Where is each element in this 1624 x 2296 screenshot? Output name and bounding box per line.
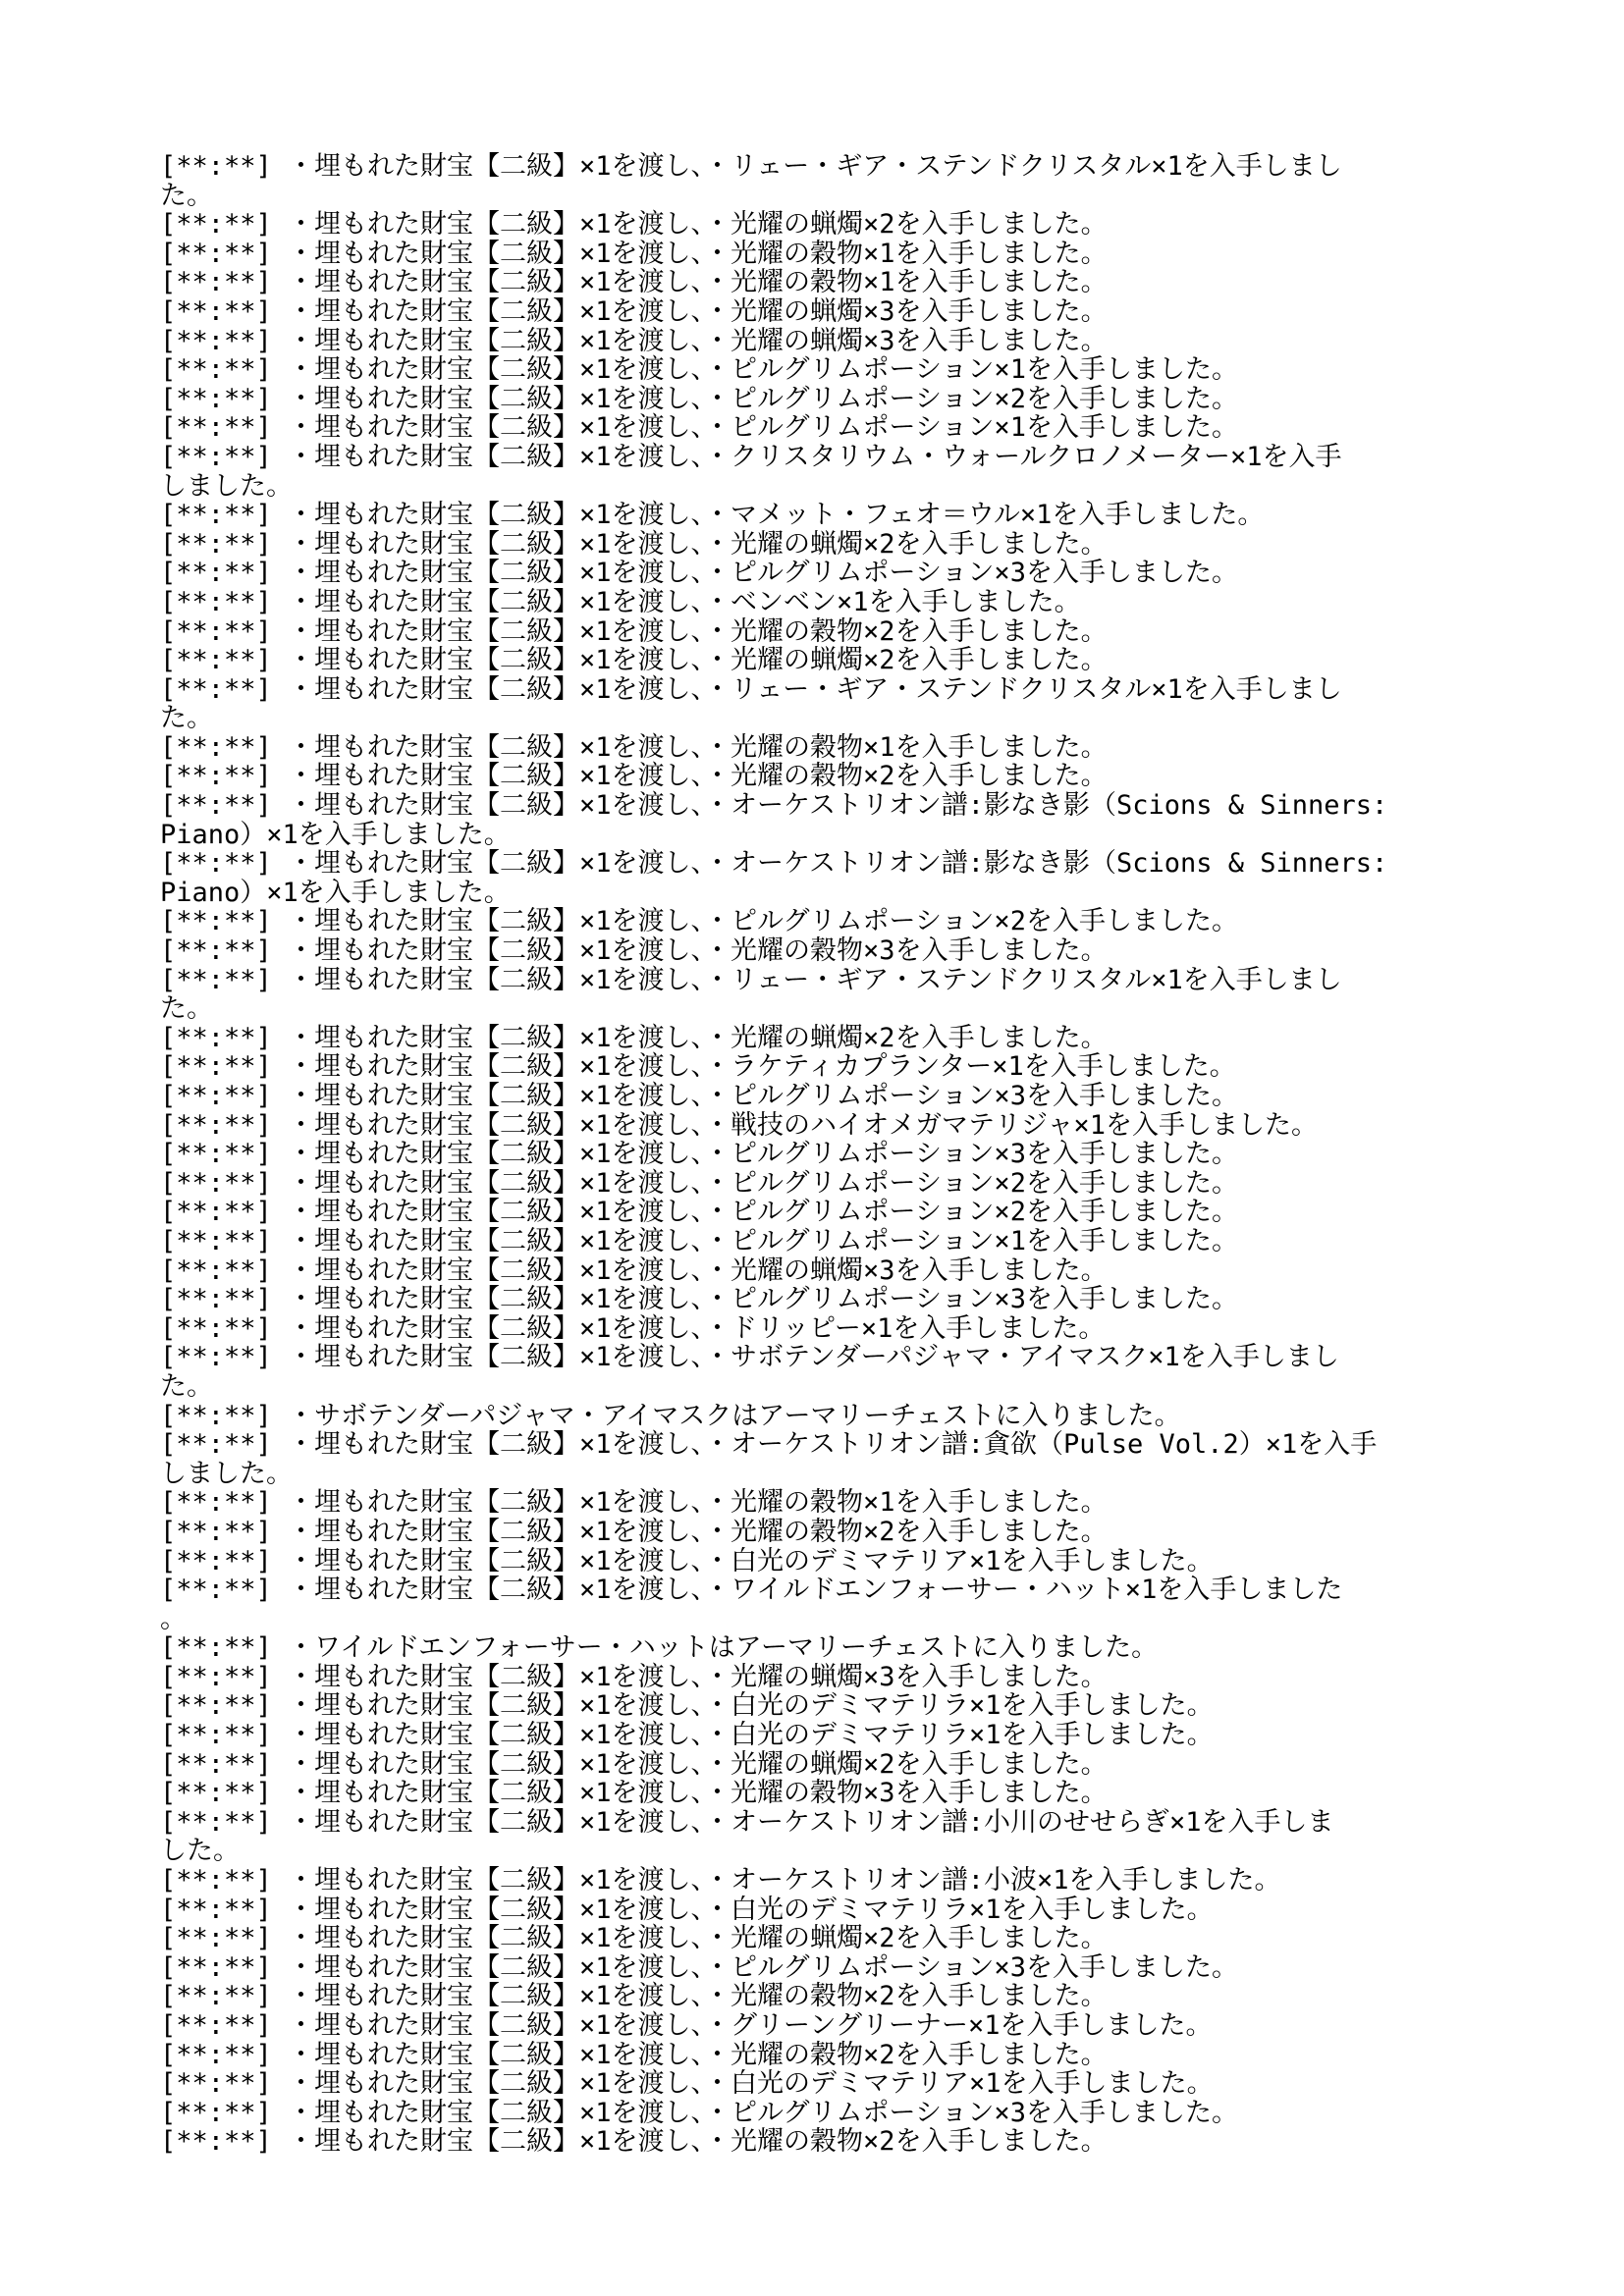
log-line: [**:**] ・埋もれた財宝【二級】×1を渡し、・ピルグリムポーション×2を入手しました。 bbox=[160, 1197, 1238, 1228]
log-line: [**:**] ・埋もれた財宝【二級】×1を渡し、・白光のデミマテリラ×1を入手しました。 bbox=[160, 1720, 1214, 1751]
log-line: [**:**] ・埋もれた財宝【二級】×1を渡し、・ラケティカプランター×1を入手しました。 bbox=[160, 1051, 1236, 1083]
log-line: [**:**] ・埋もれた財宝【二級】×1を渡し、・ピルグリムポーション×3を入手しました。 bbox=[160, 1284, 1238, 1315]
log-line: [**:**] ・埋もれた財宝【二級】×1を渡し、・光耀の穀物×3を入手しました。 bbox=[160, 935, 1108, 967]
log-line: [**:**] ・埋もれた財宝【二級】×1を渡し、・グリーングリーナー×1を入手しました。 bbox=[160, 2010, 1213, 2041]
log-line: [**:**] ・埋もれた財宝【二級】×1を渡し、・光耀の蝋燭×3を入手しました。 bbox=[160, 1255, 1108, 1286]
log-line: [**:**] ・埋もれた財宝【二級】×1を渡し、・光耀の穀物×1を入手しました。 bbox=[160, 267, 1108, 298]
log-line: [**:**] ・埋もれた財宝【二級】×1を渡し、・ドリッピー×1を入手しました。 bbox=[160, 1312, 1106, 1344]
log-line: [**:**] ・埋もれた財宝【二級】×1を渡し、・光耀の穀物×1を入手しました。 bbox=[160, 1487, 1108, 1519]
log-line: [**:**] ・埋もれた財宝【二級】×1を渡し、・光耀の蝋燭×3を入手しました。 bbox=[160, 295, 1108, 327]
log-line: た。 bbox=[160, 180, 213, 211]
document-page bbox=[160, 152, 1476, 2157]
log-line: [**:**] ・埋もれた財宝【二級】×1を渡し、・光耀の蝋燭×2を入手しました。 bbox=[160, 645, 1108, 676]
log-line: [**:**] ・埋もれた財宝【二級】×1を渡し、・光耀の蝋燭×2を入手しました。 bbox=[160, 209, 1108, 240]
log-line: [**:**] ・埋もれた財宝【二級】×1を渡し、・光耀の蝋燭×3を入手しました。 bbox=[160, 325, 1108, 356]
log-line: [**:**] ・埋もれた財宝【二級】×1を渡し、・白光のデミマテリラ×1を入手しました。 bbox=[160, 1690, 1214, 1722]
log-line: [**:**] ・埋もれた財宝【二級】×1を渡し、・ピルグリムポーション×3を入手しました。 bbox=[160, 2097, 1238, 2128]
log-line: [**:**] ・埋もれた財宝【二級】×1を渡し、・オーケストリオン譜:影なき影（Scions & Sinners: bbox=[160, 848, 1388, 880]
log-line: [**:**] ・埋もれた財宝【二級】×1を渡し、・ピルグリムポーション×2を入手しました。 bbox=[160, 383, 1238, 414]
log-line: [**:**] ・埋もれた財宝【二級】×1を渡し、・光耀の蝋燭×2を入手しました。 bbox=[160, 1748, 1108, 1780]
log-line: [**:**] ・埋もれた財宝【二級】×1を渡し、・オーケストリオン譜:貪欲（Pulse Vol.2）×1を入手 bbox=[160, 1429, 1378, 1461]
log-line: [**:**] ・埋もれた財宝【二級】×1を渡し、・光耀の穀物×3を入手しました。 bbox=[160, 1778, 1108, 1809]
log-line: [**:**] ・埋もれた財宝【二級】×1を渡し、・オーケストリオン譜:影なき影（Scions & Sinners: bbox=[160, 790, 1388, 822]
log-line: た。 bbox=[160, 1370, 213, 1402]
log-line: [**:**] ・埋もれた財宝【二級】×1を渡し、・ピルグリムポーション×3を入手しました。 bbox=[160, 1081, 1238, 1111]
log-line: [**:**] ・ワイルドエンフォーサー・ハットはアーマリーチェストに入りました。 bbox=[160, 1632, 1159, 1664]
log-line: [**:**] ・埋もれた財宝【二級】×1を渡し、・ワイルドエンフォーサー・ハット×1を入手しました bbox=[160, 1575, 1343, 1606]
log-line: [**:**] ・埋もれた財宝【二級】×1を渡し、・戦技のハイオメガマテリジャ×1を入手しました。 bbox=[160, 1109, 1318, 1141]
log-line: た。 bbox=[160, 703, 213, 734]
log-line: [**:**] ・埋もれた財宝【二級】×1を渡し、・サボテンダーパジャマ・アイマスク×1を入手しまし bbox=[160, 1342, 1339, 1373]
log-line: [**:**] ・埋もれた財宝【二級】×1を渡し、・リェー・ギア・ステンドクリスタル×1を入手しまし bbox=[160, 673, 1342, 705]
log-line: [**:**] ・埋もれた財宝【二級】×1を渡し、・光耀の蝋燭×2を入手しました。 bbox=[160, 1022, 1108, 1053]
log-line: した。 bbox=[160, 1836, 240, 1867]
log-line: [**:**] ・埋もれた財宝【二級】×1を渡し、・オーケストリオン譜:小川のせせらぎ×1を入手しま bbox=[160, 1806, 1334, 1838]
log-line: [**:**] ・埋もれた財宝【二級】×1を渡し、・光耀の蝋燭×3を入手しました。 bbox=[160, 1661, 1108, 1692]
log-line: た。 bbox=[160, 993, 213, 1025]
log-line: [**:**] ・サボテンダーパジャマ・アイマスクはアーマリーチェストに入りました。 bbox=[160, 1400, 1181, 1431]
chat-log bbox=[160, 152, 1476, 2157]
log-line: [**:**] ・埋もれた財宝【二級】×1を渡し、・光耀の穀物×2を入手しました。 bbox=[160, 615, 1108, 647]
log-line: [**:**] ・埋もれた財宝【二級】×1を渡し、・光耀の穀物×2を入手しました。 bbox=[160, 761, 1108, 792]
log-line: Piano）×1を入手しました。 bbox=[160, 819, 511, 850]
log-line: [**:**] ・埋もれた財宝【二級】×1を渡し、・マメット・フェオ＝ウル×1を入手しました。 bbox=[160, 500, 1265, 531]
log-line: [**:**] ・埋もれた財宝【二級】×1を渡し、・光耀の穀物×1を入手しました。 bbox=[160, 731, 1108, 763]
log-line: [**:**] ・埋もれた財宝【二級】×1を渡し、・リェー・ギア・ステンドクリスタル×1を入手しまし bbox=[160, 964, 1342, 995]
log-line: [**:**] ・埋もれた財宝【二級】×1を渡し、・白光のデミマテリア×1を入手しました。 bbox=[160, 2068, 1214, 2100]
log-line: [**:**] ・埋もれた財宝【二級】×1を渡し、・ピルグリムポーション×3を入手しました。 bbox=[160, 558, 1238, 589]
log-line: [**:**] ・埋もれた財宝【二級】×1を渡し、・光耀の穀物×1を入手しました。 bbox=[160, 238, 1108, 269]
log-line: [**:**] ・埋もれた財宝【二級】×1を渡し、・ピルグリムポーション×2を入手しました。 bbox=[160, 906, 1238, 937]
log-line: [**:**] ・埋もれた財宝【二級】×1を渡し、・光耀の穀物×2を入手しました。 bbox=[160, 1981, 1108, 2012]
log-line: [**:**] ・埋もれた財宝【二級】×1を渡し、・リェー・ギア・ステンドクリスタル×1を入手しまし bbox=[160, 151, 1342, 182]
log-line: [**:**] ・埋もれた財宝【二級】×1を渡し、・ピルグリムポーション×3を入手しました。 bbox=[160, 1139, 1238, 1170]
log-line: [**:**] ・埋もれた財宝【二級】×1を渡し、・オーケストリオン譜:小波×1を入手しました。 bbox=[160, 1865, 1281, 1896]
log-line: [**:**] ・埋もれた財宝【二級】×1を渡し、・白光のデミマテリア×1を入手しました。 bbox=[160, 1545, 1214, 1576]
log-line: [**:**] ・埋もれた財宝【二級】×1を渡し、・ピルグリムポーション×1を入手しました。 bbox=[160, 412, 1238, 444]
log-line: [**:**] ・埋もれた財宝【二級】×1を渡し、・ピルグリムポーション×2を入手しました。 bbox=[160, 1167, 1238, 1199]
log-line: [**:**] ・埋もれた財宝【二級】×1を渡し、・クリスタリウム・ウォールクロノメーター×1を入手 bbox=[160, 441, 1342, 472]
log-line: 。 bbox=[160, 1603, 187, 1634]
log-line: しました。 bbox=[160, 470, 293, 502]
log-line: [**:**] ・埋もれた財宝【二級】×1を渡し、・白光のデミマテリラ×1を入手しました。 bbox=[160, 1894, 1214, 1925]
log-line: [**:**] ・埋もれた財宝【二級】×1を渡し、・光耀の穀物×2を入手しました。 bbox=[160, 2039, 1108, 2070]
log-line: [**:**] ・埋もれた財宝【二級】×1を渡し、・ピルグリムポーション×3を入手しました。 bbox=[160, 1951, 1238, 1983]
log-line: [**:**] ・埋もれた財宝【二級】×1を渡し、・ピルグリムポーション×1を入手しました。 bbox=[160, 1225, 1238, 1256]
log-line: [**:**] ・埋もれた財宝【二級】×1を渡し、・光耀の蝋燭×2を入手しました。 bbox=[160, 1923, 1108, 1954]
log-line: [**:**] ・埋もれた財宝【二級】×1を渡し、・光耀の蝋燭×2を入手しました。 bbox=[160, 528, 1108, 560]
log-line: [**:**] ・埋もれた財宝【二級】×1を渡し、・光耀の穀物×2を入手しました。 bbox=[160, 2126, 1108, 2158]
log-line: [**:**] ・埋もれた財宝【二級】×1を渡し、・ベンベン×1を入手しました。 bbox=[160, 586, 1081, 617]
log-line: Piano）×1を入手しました。 bbox=[160, 877, 511, 908]
log-line: [**:**] ・埋もれた財宝【二級】×1を渡し、・ピルグリムポーション×1を入手しました。 bbox=[160, 354, 1238, 386]
log-line: しました。 bbox=[160, 1458, 293, 1489]
log-line: [**:**] ・埋もれた財宝【二級】×1を渡し、・光耀の穀物×2を入手しました。 bbox=[160, 1516, 1108, 1547]
